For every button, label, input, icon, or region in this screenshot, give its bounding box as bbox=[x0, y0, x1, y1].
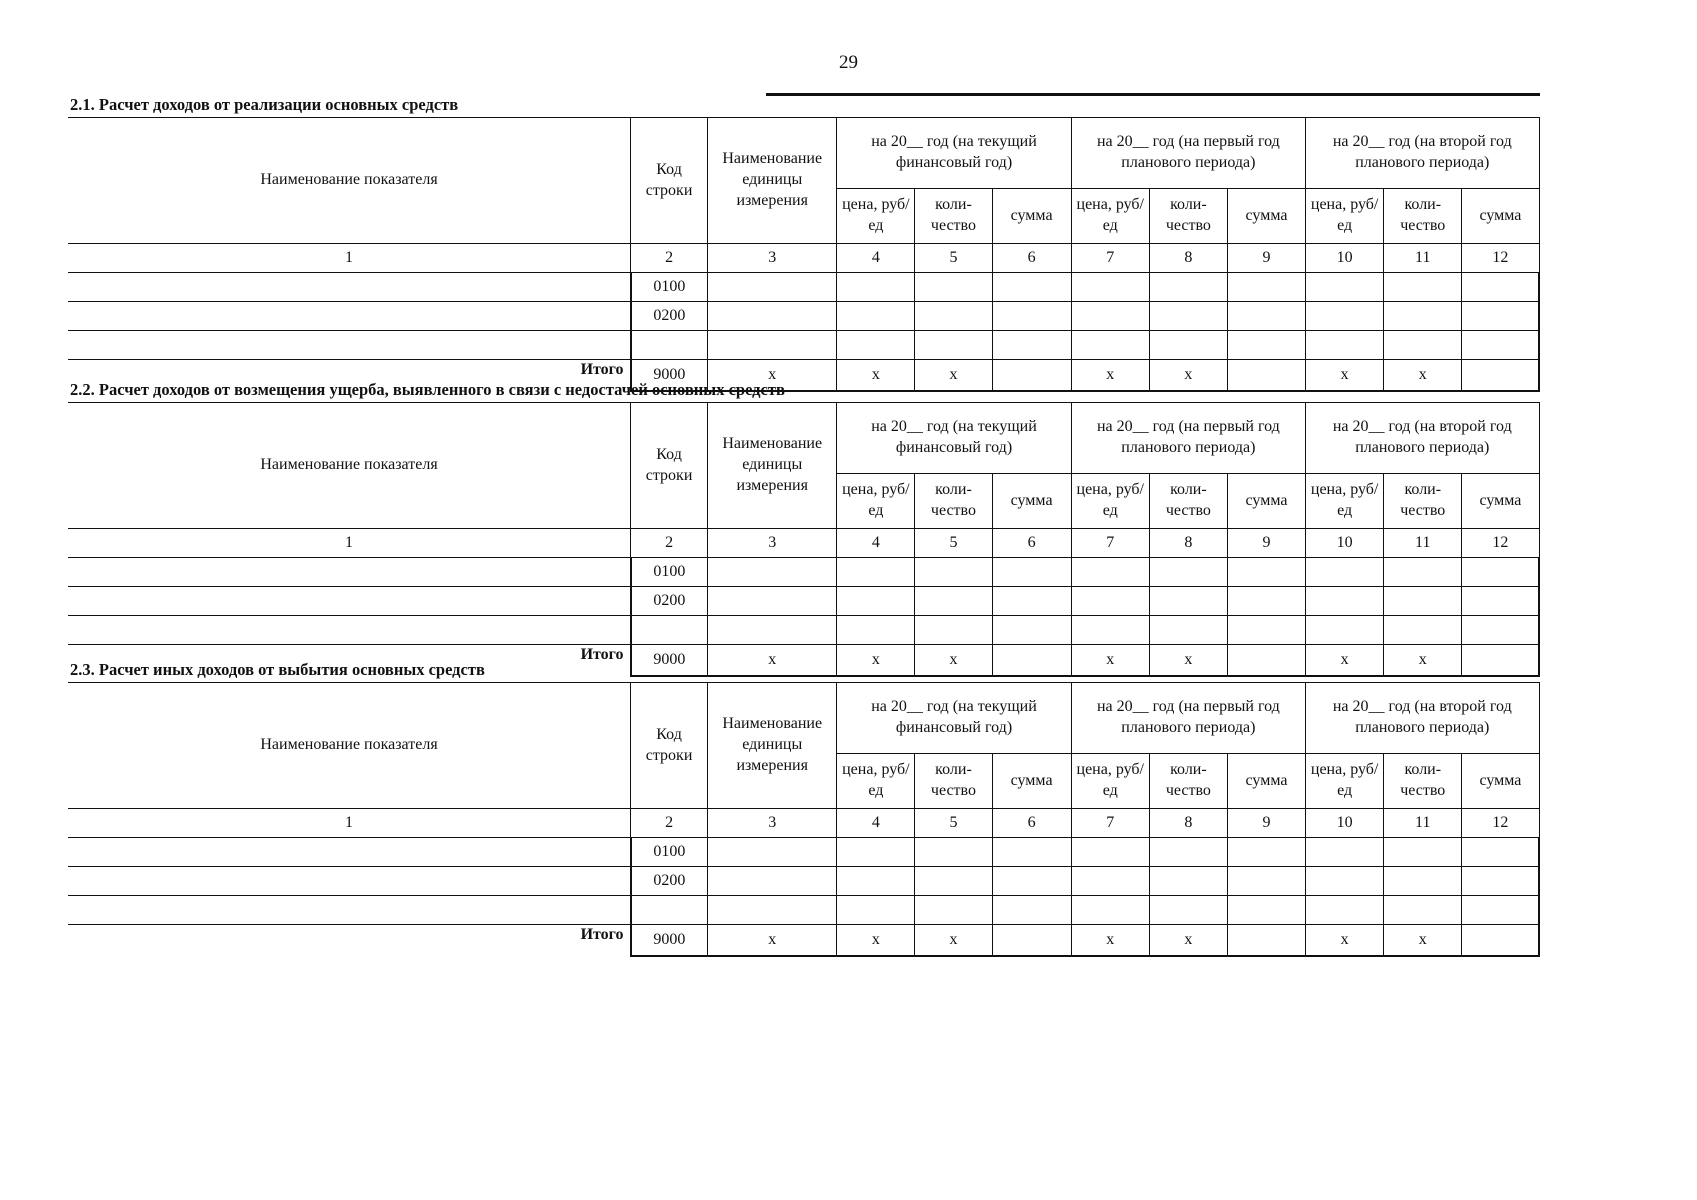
header-unit: Наименование единицы измерения bbox=[708, 118, 837, 244]
value-cell[interactable] bbox=[1071, 838, 1149, 867]
row-code-cell: 0200 bbox=[631, 867, 708, 896]
value-cell[interactable] bbox=[1462, 558, 1539, 587]
row-code-cell: 0200 bbox=[631, 302, 708, 331]
value-cell[interactable] bbox=[1384, 302, 1462, 331]
column-number: 3 bbox=[708, 809, 837, 838]
value-cell[interactable] bbox=[1384, 896, 1462, 925]
column-number: 2 bbox=[631, 529, 708, 558]
column-number: 12 bbox=[1462, 529, 1539, 558]
header-period-current: на 20__ год (на текущий финансовый год) bbox=[837, 118, 1071, 189]
value-cell[interactable] bbox=[1306, 273, 1384, 302]
value-cell[interactable] bbox=[992, 273, 1071, 302]
x-mark: x bbox=[1071, 925, 1149, 957]
value-cell[interactable] bbox=[1462, 587, 1539, 616]
value-cell[interactable] bbox=[992, 896, 1071, 925]
value-cell[interactable] bbox=[1227, 896, 1305, 925]
value-cell[interactable] bbox=[1149, 273, 1227, 302]
indicator-name-cell[interactable] bbox=[68, 331, 631, 360]
header-qty: коли- чество bbox=[915, 754, 992, 809]
x-mark: x bbox=[708, 925, 837, 957]
column-number: 6 bbox=[992, 809, 1071, 838]
value-cell[interactable] bbox=[1306, 331, 1384, 360]
total-sum-cell[interactable] bbox=[1227, 360, 1305, 392]
value-cell[interactable] bbox=[837, 273, 915, 302]
value-cell[interactable] bbox=[837, 331, 915, 360]
value-cell[interactable] bbox=[708, 302, 837, 331]
header-sum: сумма bbox=[992, 754, 1071, 809]
row-code-cell bbox=[631, 896, 708, 925]
value-cell[interactable] bbox=[1384, 331, 1462, 360]
value-cell[interactable] bbox=[1149, 331, 1227, 360]
value-cell[interactable] bbox=[837, 896, 915, 925]
column-number: 4 bbox=[837, 529, 915, 558]
table-row bbox=[68, 273, 1539, 302]
x-mark: x bbox=[1306, 360, 1384, 392]
column-number: 8 bbox=[1149, 244, 1227, 273]
total-sum-cell[interactable] bbox=[1227, 925, 1305, 957]
x-mark: x bbox=[837, 360, 915, 392]
value-cell[interactable] bbox=[1306, 838, 1384, 867]
top-rule bbox=[766, 93, 1540, 96]
total-sum-cell[interactable] bbox=[1227, 645, 1305, 677]
column-number: 7 bbox=[1071, 244, 1149, 273]
value-cell[interactable] bbox=[1071, 273, 1149, 302]
value-cell[interactable] bbox=[1227, 302, 1305, 331]
value-cell[interactable] bbox=[1227, 867, 1305, 896]
total-code: 9000 bbox=[631, 925, 708, 957]
value-cell[interactable] bbox=[708, 273, 837, 302]
column-number: 12 bbox=[1462, 244, 1539, 273]
table-row bbox=[68, 558, 1539, 587]
x-mark: x bbox=[1384, 360, 1462, 392]
row-code-cell bbox=[631, 331, 708, 360]
x-mark: x bbox=[837, 925, 915, 957]
header-qty: коли- чество bbox=[915, 189, 992, 244]
value-cell[interactable] bbox=[837, 616, 915, 645]
header-sum: сумма bbox=[1227, 189, 1305, 244]
value-cell[interactable] bbox=[915, 587, 992, 616]
indicator-name-cell[interactable] bbox=[68, 616, 631, 645]
header-price: цена, руб/ед bbox=[1306, 754, 1384, 809]
value-cell[interactable] bbox=[1306, 616, 1384, 645]
header-qty: коли- чество bbox=[1149, 474, 1227, 529]
indicator-name-cell[interactable] bbox=[68, 867, 631, 896]
x-mark: x bbox=[915, 360, 992, 392]
value-cell[interactable] bbox=[915, 838, 992, 867]
table-row bbox=[68, 302, 1539, 331]
section-title: 2.1. Расчет доходов от реализации основных средств bbox=[70, 95, 459, 114]
value-cell[interactable] bbox=[1149, 867, 1227, 896]
column-number: 9 bbox=[1227, 529, 1305, 558]
column-number: 9 bbox=[1227, 809, 1305, 838]
total-label: Итого bbox=[68, 360, 631, 392]
x-mark: x bbox=[1149, 925, 1227, 957]
total-sum-cell[interactable] bbox=[992, 925, 1071, 957]
column-numbers-row bbox=[68, 809, 1539, 838]
value-cell[interactable] bbox=[915, 331, 992, 360]
x-mark: x bbox=[1071, 360, 1149, 392]
column-number: 10 bbox=[1306, 244, 1384, 273]
table-row bbox=[68, 867, 1539, 896]
header-name: Наименование показателя bbox=[68, 683, 631, 809]
column-number: 12 bbox=[1462, 809, 1539, 838]
value-cell[interactable] bbox=[1071, 558, 1149, 587]
column-number: 8 bbox=[1149, 529, 1227, 558]
column-number: 6 bbox=[992, 529, 1071, 558]
column-number: 10 bbox=[1306, 809, 1384, 838]
row-code-cell: 0100 bbox=[631, 558, 708, 587]
indicator-name-cell[interactable] bbox=[68, 838, 631, 867]
column-number: 1 bbox=[68, 529, 631, 558]
header-qty: коли- чество bbox=[1149, 754, 1227, 809]
value-cell[interactable] bbox=[992, 867, 1071, 896]
value-cell[interactable] bbox=[992, 616, 1071, 645]
value-cell[interactable] bbox=[915, 896, 992, 925]
header-period-first: на 20__ год (на первый год планового периода) bbox=[1071, 403, 1305, 474]
value-cell[interactable] bbox=[1384, 867, 1462, 896]
x-mark: x bbox=[1384, 925, 1462, 957]
total-sum-cell[interactable] bbox=[992, 645, 1071, 677]
row-code-cell: 0100 bbox=[631, 838, 708, 867]
value-cell[interactable] bbox=[1462, 896, 1539, 925]
header-price: цена, руб/ед bbox=[1306, 189, 1384, 244]
x-mark: x bbox=[708, 645, 837, 677]
form-table bbox=[68, 402, 1540, 677]
header-price: цена, руб/ед bbox=[837, 754, 915, 809]
header-period-first: на 20__ год (на первый год планового периода) bbox=[1071, 683, 1305, 754]
value-cell[interactable] bbox=[837, 838, 915, 867]
x-mark: x bbox=[1149, 360, 1227, 392]
header-code: Код строки bbox=[631, 403, 708, 529]
value-cell[interactable] bbox=[1071, 587, 1149, 616]
value-cell[interactable] bbox=[915, 558, 992, 587]
column-number: 11 bbox=[1384, 809, 1462, 838]
value-cell[interactable] bbox=[1384, 616, 1462, 645]
value-cell[interactable] bbox=[1227, 273, 1305, 302]
value-cell[interactable] bbox=[1462, 867, 1539, 896]
header-unit: Наименование единицы измерения bbox=[708, 403, 837, 529]
header-period-current: на 20__ год (на текущий финансовый год) bbox=[837, 683, 1071, 754]
value-cell[interactable] bbox=[1306, 587, 1384, 616]
indicator-name-cell[interactable] bbox=[68, 896, 631, 925]
value-cell[interactable] bbox=[1384, 838, 1462, 867]
x-mark: x bbox=[1306, 645, 1384, 677]
total-code: 9000 bbox=[631, 645, 708, 677]
value-cell[interactable] bbox=[1384, 273, 1462, 302]
total-sum-cell[interactable] bbox=[992, 360, 1071, 392]
header-period-first: на 20__ год (на первый год планового периода) bbox=[1071, 118, 1305, 189]
header-qty: коли- чество bbox=[915, 474, 992, 529]
x-mark: x bbox=[1071, 645, 1149, 677]
value-cell[interactable] bbox=[1071, 616, 1149, 645]
value-cell[interactable] bbox=[992, 587, 1071, 616]
x-mark: x bbox=[1306, 925, 1384, 957]
column-number: 1 bbox=[68, 244, 631, 273]
table-row bbox=[68, 331, 1539, 360]
value-cell[interactable] bbox=[1462, 616, 1539, 645]
value-cell[interactable] bbox=[1071, 331, 1149, 360]
header-name: Наименование показателя bbox=[68, 118, 631, 244]
value-cell[interactable] bbox=[708, 331, 837, 360]
value-cell[interactable] bbox=[1149, 616, 1227, 645]
value-cell[interactable] bbox=[915, 867, 992, 896]
section-title: 2.2. Расчет доходов от возмещения ущерба, выявленного в связи с недостачей основных средств bbox=[70, 380, 785, 399]
header-sum: сумма bbox=[992, 189, 1071, 244]
header-period-second: на 20__ год (на второй год планового периода) bbox=[1306, 683, 1539, 754]
column-number: 5 bbox=[915, 809, 992, 838]
header-qty: коли- чество bbox=[1384, 474, 1462, 529]
value-cell[interactable] bbox=[1462, 838, 1539, 867]
column-number: 4 bbox=[837, 244, 915, 273]
column-number: 3 bbox=[708, 529, 837, 558]
column-numbers-row bbox=[68, 244, 1539, 273]
value-cell[interactable] bbox=[837, 867, 915, 896]
header-period-current: на 20__ год (на текущий финансовый год) bbox=[837, 403, 1071, 474]
indicator-name-cell[interactable] bbox=[68, 273, 631, 302]
value-cell[interactable] bbox=[1306, 896, 1384, 925]
value-cell[interactable] bbox=[1227, 838, 1305, 867]
header-code: Код строки bbox=[631, 683, 708, 809]
table-row bbox=[68, 616, 1539, 645]
value-cell[interactable] bbox=[915, 273, 992, 302]
value-cell[interactable] bbox=[708, 896, 837, 925]
total-code: 9000 bbox=[631, 360, 708, 392]
total-label: Итого bbox=[68, 645, 631, 677]
column-numbers-row bbox=[68, 529, 1539, 558]
header-name: Наименование показателя bbox=[68, 403, 631, 529]
column-number: 9 bbox=[1227, 244, 1305, 273]
value-cell[interactable] bbox=[837, 302, 915, 331]
form-table bbox=[68, 682, 1540, 957]
value-cell[interactable] bbox=[1306, 867, 1384, 896]
column-number: 7 bbox=[1071, 809, 1149, 838]
header-qty: коли- чество bbox=[1384, 754, 1462, 809]
x-mark: x bbox=[915, 925, 992, 957]
value-cell[interactable] bbox=[915, 302, 992, 331]
value-cell[interactable] bbox=[708, 616, 837, 645]
total-sum-cell[interactable] bbox=[1462, 645, 1539, 677]
value-cell[interactable] bbox=[1227, 331, 1305, 360]
header-price: цена, руб/ед bbox=[1071, 189, 1149, 244]
value-cell[interactable] bbox=[1306, 302, 1384, 331]
value-cell[interactable] bbox=[1071, 896, 1149, 925]
header-sum: сумма bbox=[1227, 474, 1305, 529]
header-price: цена, руб/ед bbox=[837, 189, 915, 244]
column-number: 10 bbox=[1306, 529, 1384, 558]
section-title: 2.3. Расчет иных доходов от выбытия основных средств bbox=[70, 660, 485, 679]
header-price: цена, руб/ед bbox=[1071, 474, 1149, 529]
value-cell[interactable] bbox=[1462, 302, 1539, 331]
header-sum: сумма bbox=[1462, 474, 1539, 529]
header-price: цена, руб/ед bbox=[1306, 474, 1384, 529]
header-qty: коли- чество bbox=[1384, 189, 1462, 244]
value-cell[interactable] bbox=[1149, 302, 1227, 331]
page-number: 29 bbox=[839, 52, 858, 73]
value-cell[interactable] bbox=[1227, 558, 1305, 587]
column-number: 2 bbox=[631, 244, 708, 273]
column-number: 5 bbox=[915, 244, 992, 273]
x-mark: x bbox=[1384, 645, 1462, 677]
total-row bbox=[68, 925, 1539, 957]
value-cell[interactable] bbox=[1384, 587, 1462, 616]
value-cell[interactable] bbox=[1149, 838, 1227, 867]
total-sum-cell[interactable] bbox=[1462, 360, 1539, 392]
column-number: 2 bbox=[631, 809, 708, 838]
value-cell[interactable] bbox=[1462, 273, 1539, 302]
header-code: Код строки bbox=[631, 118, 708, 244]
table-row bbox=[68, 587, 1539, 616]
value-cell[interactable] bbox=[992, 331, 1071, 360]
header-period-second: на 20__ год (на второй год планового периода) bbox=[1306, 403, 1539, 474]
value-cell[interactable] bbox=[1384, 558, 1462, 587]
value-cell[interactable] bbox=[1149, 558, 1227, 587]
column-number: 5 bbox=[915, 529, 992, 558]
header-unit: Наименование единицы измерения bbox=[708, 683, 837, 809]
indicator-name-cell[interactable] bbox=[68, 558, 631, 587]
x-mark: x bbox=[708, 360, 837, 392]
value-cell[interactable] bbox=[837, 558, 915, 587]
value-cell[interactable] bbox=[708, 867, 837, 896]
header-qty: коли- чество bbox=[1149, 189, 1227, 244]
header-price: цена, руб/ед bbox=[837, 474, 915, 529]
row-code-cell: 0100 bbox=[631, 273, 708, 302]
x-mark: x bbox=[915, 645, 992, 677]
indicator-name-cell[interactable] bbox=[68, 587, 631, 616]
header-sum: сумма bbox=[1462, 189, 1539, 244]
value-cell[interactable] bbox=[915, 616, 992, 645]
form-table bbox=[68, 117, 1540, 392]
column-number: 11 bbox=[1384, 529, 1462, 558]
column-number: 11 bbox=[1384, 244, 1462, 273]
x-mark: x bbox=[1149, 645, 1227, 677]
value-cell[interactable] bbox=[1227, 616, 1305, 645]
header-period-second: на 20__ год (на второй год планового периода) bbox=[1306, 118, 1539, 189]
column-number: 6 bbox=[992, 244, 1071, 273]
total-label: Итого bbox=[68, 925, 631, 957]
table-row bbox=[68, 896, 1539, 925]
indicator-name-cell[interactable] bbox=[68, 302, 631, 331]
value-cell[interactable] bbox=[992, 838, 1071, 867]
value-cell[interactable] bbox=[992, 302, 1071, 331]
header-sum: сумма bbox=[1462, 754, 1539, 809]
total-sum-cell[interactable] bbox=[1462, 925, 1539, 957]
row-code-cell: 0200 bbox=[631, 587, 708, 616]
value-cell[interactable] bbox=[1149, 587, 1227, 616]
value-cell[interactable] bbox=[992, 558, 1071, 587]
value-cell[interactable] bbox=[1227, 587, 1305, 616]
value-cell[interactable] bbox=[837, 587, 915, 616]
value-cell[interactable] bbox=[708, 587, 837, 616]
row-code-cell bbox=[631, 616, 708, 645]
header-sum: сумма bbox=[992, 474, 1071, 529]
value-cell[interactable] bbox=[1071, 867, 1149, 896]
value-cell[interactable] bbox=[1462, 331, 1539, 360]
value-cell[interactable] bbox=[1306, 558, 1384, 587]
column-number: 7 bbox=[1071, 529, 1149, 558]
header-price: цена, руб/ед bbox=[1071, 754, 1149, 809]
value-cell[interactable] bbox=[1071, 302, 1149, 331]
value-cell[interactable] bbox=[708, 558, 837, 587]
column-number: 3 bbox=[708, 244, 837, 273]
table-row bbox=[68, 838, 1539, 867]
column-number: 4 bbox=[837, 809, 915, 838]
header-sum: сумма bbox=[1227, 754, 1305, 809]
value-cell[interactable] bbox=[708, 838, 837, 867]
column-number: 1 bbox=[68, 809, 631, 838]
column-number: 8 bbox=[1149, 809, 1227, 838]
x-mark: x bbox=[837, 645, 915, 677]
value-cell[interactable] bbox=[1149, 896, 1227, 925]
